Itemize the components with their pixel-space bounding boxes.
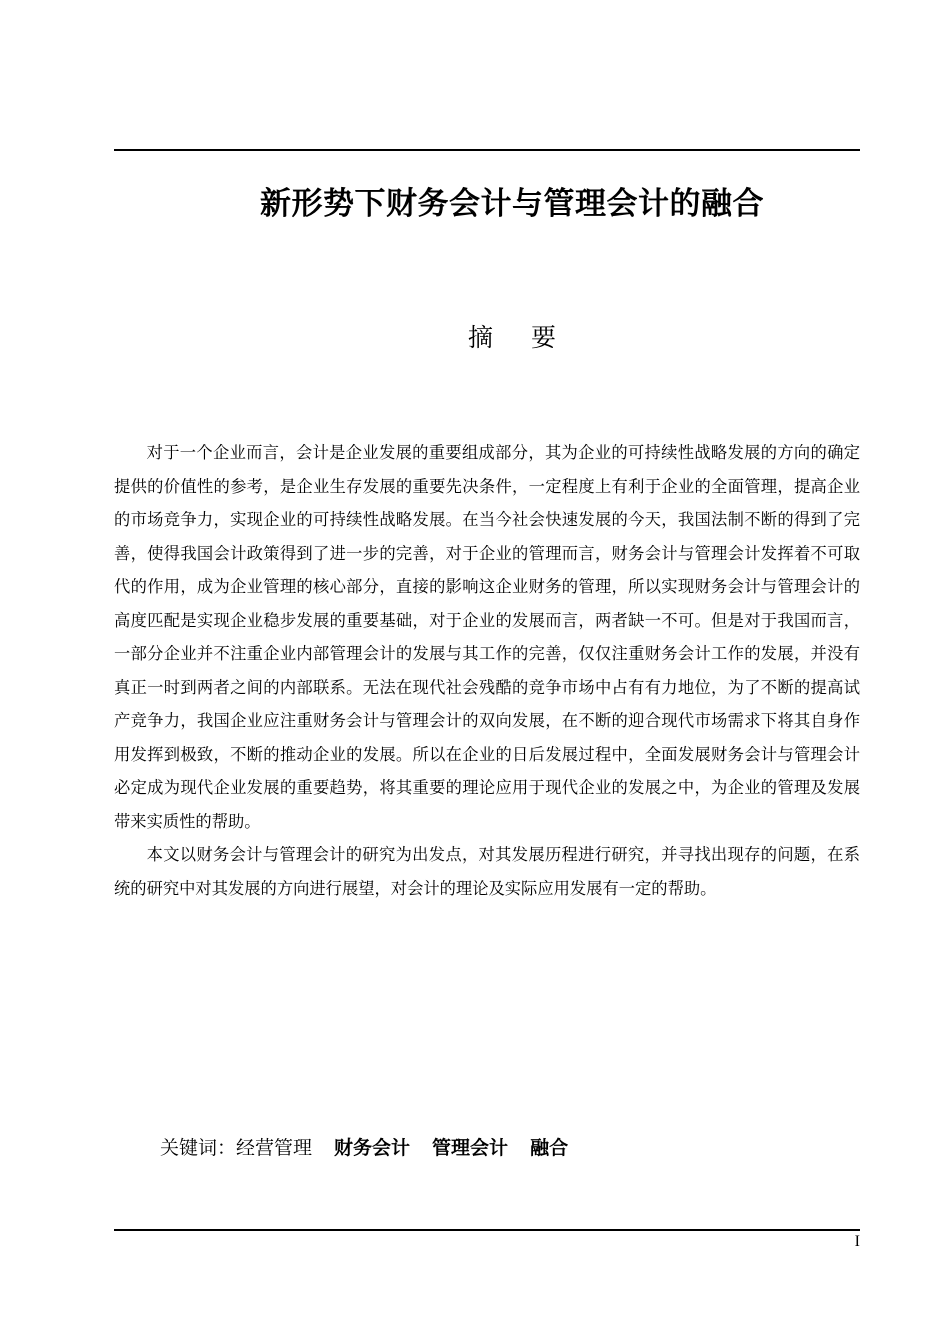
keyword-1: 经营管理 [236, 1137, 313, 1159]
header-rule [114, 149, 860, 151]
abstract-heading-char-2: 要 [531, 323, 557, 352]
abstract-body [114, 436, 860, 905]
keyword-2: 财务会计 [334, 1137, 411, 1159]
document-title: 新形势下财务会计与管理会计的融合 [260, 186, 764, 222]
abstract-paragraph-1: 对于一个企业而言，会计是企业发展的重要组成部分，其为企业的可持续性战略发展的方向的确定提供的价值性的参考，是企业生存发展的重要先决条件，一定程度上有利于企业的全面管理，提高企业的市场竞争力，实现企业的可持续性战略发展。在当今社会快速发展的今天，我国法制不断的得到了完善，使得我国会计政策得到了进一步的完善，对于企业的管理而言，财务会计与管理会计发挥着不可取代的作用，成为企业管理的核心部分，直接的影响这企业财务的管理，所以实现财务会计与管理会计的高度匹配是实现企业稳步发展的重要基础，对于企业的发展而言，两者缺一不可。但是对于我国而言，一部分企业并不注重企业内部管理会计的发展与其工作的完善，仅仅注重财务会计工作的发展，并没有真正一时到两者之间的内部联系。无法在现代社会残酷的竞争市场中占有有力地位，为了不断的提高试产竞争力，我国企业应注重财务会计与管理会计的双向发展，在不断的迎合现代市场需求下将其自身作用发挥到极致，不断的推动企业的发展。所以在企业的日后发展过程中，全面发展财务会计与管理会计必定成为现代企业发展的重要趋势，将其重要的理论应用于现代企业的发展之中，为企业的管理及发展带来实质性的帮助。 [114, 443, 860, 831]
footer-rule [114, 1229, 860, 1231]
abstract-paragraph-2: 本文以财务会计与管理会计的研究为出发点，对其发展历程进行研究，并寻找出现存的问题，在系统的研究中对其发展的方向进行展望，对会计的理论及实际应用发展有一定的帮助。 [114, 845, 860, 898]
keyword-4: 融合 [530, 1137, 569, 1159]
keyword-3: 管理会计 [432, 1137, 509, 1159]
page-number: I [854, 1233, 860, 1250]
abstract-heading [114, 318, 860, 358]
abstract-heading-char-1: 摘 [467, 323, 493, 352]
keywords-line [160, 1131, 860, 1165]
keywords-label: 关键词： [160, 1137, 237, 1159]
